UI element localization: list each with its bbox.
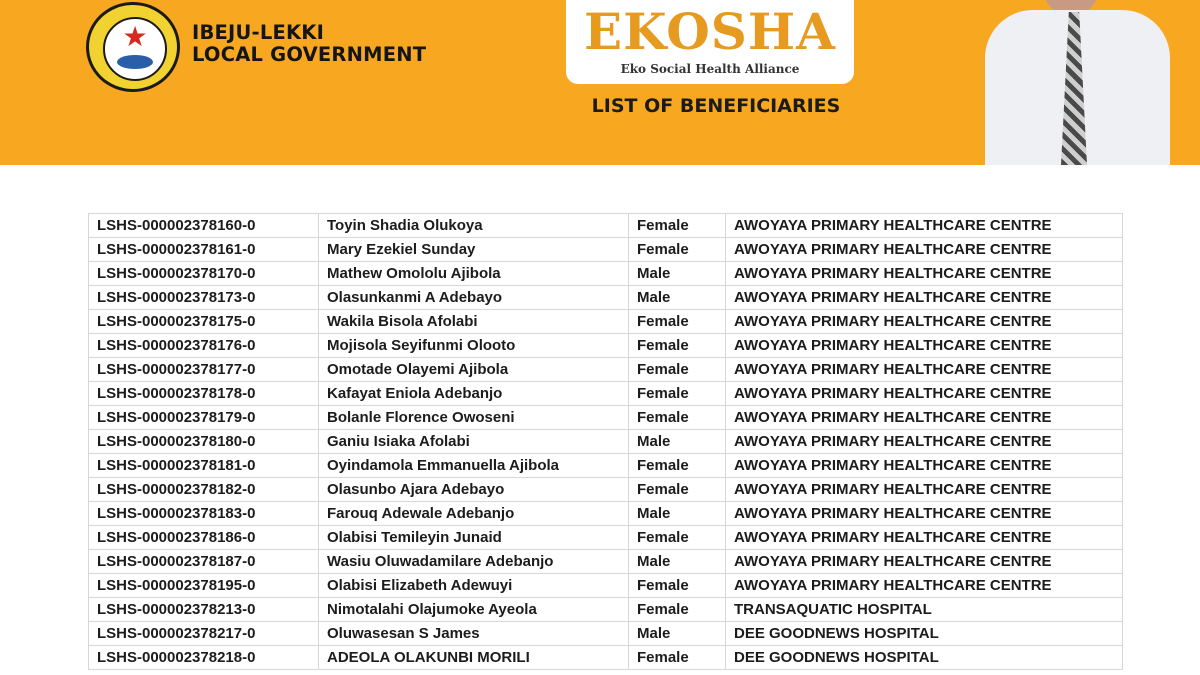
healthcare-facility-cell: AWOYAYA PRIMARY HEALTHCARE CENTRE bbox=[726, 286, 1123, 310]
table-row bbox=[89, 358, 1123, 382]
table-row bbox=[89, 262, 1123, 286]
beneficiary-id-cell: LSHS-000002378161-0 bbox=[89, 238, 319, 262]
beneficiary-name-cell: Wasiu Oluwadamilare Adebanjo bbox=[319, 550, 629, 574]
table-row bbox=[89, 478, 1123, 502]
healthcare-facility-cell: AWOYAYA PRIMARY HEALTHCARE CENTRE bbox=[726, 238, 1123, 262]
logo-wordmark: EKOSHA bbox=[584, 2, 836, 61]
healthcare-facility-cell: AWOYAYA PRIMARY HEALTHCARE CENTRE bbox=[726, 310, 1123, 334]
beneficiary-gender-cell: Female bbox=[629, 526, 726, 550]
beneficiary-gender-cell: Female bbox=[629, 574, 726, 598]
healthcare-facility-cell: AWOYAYA PRIMARY HEALTHCARE CENTRE bbox=[726, 550, 1123, 574]
beneficiaries-table-body bbox=[89, 214, 1123, 670]
beneficiary-gender-cell: Female bbox=[629, 478, 726, 502]
beneficiary-name-cell: Olasunkanmi A Adebayo bbox=[319, 286, 629, 310]
beneficiary-id-cell: LSHS-000002378178-0 bbox=[89, 382, 319, 406]
beneficiary-name-cell: Olabisi Temileyin Junaid bbox=[319, 526, 629, 550]
table-row bbox=[89, 334, 1123, 358]
beneficiary-gender-cell: Female bbox=[629, 358, 726, 382]
healthcare-facility-cell: AWOYAYA PRIMARY HEALTHCARE CENTRE bbox=[726, 406, 1123, 430]
beneficiary-gender-cell: Female bbox=[629, 334, 726, 358]
healthcare-facility-cell: DEE GOODNEWS HOSPITAL bbox=[726, 646, 1123, 670]
beneficiary-name-cell: Mathew Omololu Ajibola bbox=[319, 262, 629, 286]
healthcare-facility-cell: TRANSAQUATIC HOSPITAL bbox=[726, 598, 1123, 622]
beneficiary-id-cell: LSHS-000002378186-0 bbox=[89, 526, 319, 550]
beneficiary-name-cell: Mojisola Seyifunmi Olooto bbox=[319, 334, 629, 358]
beneficiary-gender-cell: Female bbox=[629, 454, 726, 478]
beneficiary-name-cell: Kafayat Eniola Adebanjo bbox=[319, 382, 629, 406]
beneficiary-gender-cell: Female bbox=[629, 382, 726, 406]
table-row bbox=[89, 286, 1123, 310]
healthcare-facility-cell: DEE GOODNEWS HOSPITAL bbox=[726, 622, 1123, 646]
beneficiary-gender-cell: Female bbox=[629, 238, 726, 262]
beneficiary-name-cell: Mary Ezekiel Sunday bbox=[319, 238, 629, 262]
beneficiary-id-cell: LSHS-000002378179-0 bbox=[89, 406, 319, 430]
table-row bbox=[89, 646, 1123, 670]
healthcare-facility-cell: AWOYAYA PRIMARY HEALTHCARE CENTRE bbox=[726, 454, 1123, 478]
table-row bbox=[89, 238, 1123, 262]
healthcare-facility-cell: AWOYAYA PRIMARY HEALTHCARE CENTRE bbox=[726, 262, 1123, 286]
beneficiary-name-cell: Farouq Adewale Adebanjo bbox=[319, 502, 629, 526]
local-government-name bbox=[192, 22, 426, 66]
table-row bbox=[89, 622, 1123, 646]
healthcare-facility-cell: AWOYAYA PRIMARY HEALTHCARE CENTRE bbox=[726, 574, 1123, 598]
table-row bbox=[89, 598, 1123, 622]
beneficiary-name-cell: Nimotalahi Olajumoke Ayeola bbox=[319, 598, 629, 622]
healthcare-facility-cell: AWOYAYA PRIMARY HEALTHCARE CENTRE bbox=[726, 430, 1123, 454]
beneficiary-id-cell: LSHS-000002378213-0 bbox=[89, 598, 319, 622]
beneficiary-name-cell: ADEOLA OLAKUNBI MORILI bbox=[319, 646, 629, 670]
healthcare-facility-cell: AWOYAYA PRIMARY HEALTHCARE CENTRE bbox=[726, 478, 1123, 502]
table-row bbox=[89, 430, 1123, 454]
beneficiary-name-cell: Bolanle Florence Owoseni bbox=[319, 406, 629, 430]
beneficiary-id-cell: LSHS-000002378175-0 bbox=[89, 310, 319, 334]
lg-name-line1: IBEJU-LEKKI bbox=[192, 21, 325, 44]
beneficiary-name-cell: Toyin Shadia Olukoya bbox=[319, 214, 629, 238]
beneficiary-id-cell: LSHS-000002378176-0 bbox=[89, 334, 319, 358]
table-row bbox=[89, 526, 1123, 550]
table-row bbox=[89, 310, 1123, 334]
healthcare-facility-cell: AWOYAYA PRIMARY HEALTHCARE CENTRE bbox=[726, 502, 1123, 526]
beneficiary-id-cell: LSHS-000002378182-0 bbox=[89, 478, 319, 502]
beneficiary-name-cell: Wakila Bisola Afolabi bbox=[319, 310, 629, 334]
beneficiary-id-cell: LSHS-000002378217-0 bbox=[89, 622, 319, 646]
beneficiary-name-cell: Oyindamola Emmanuella Ajibola bbox=[319, 454, 629, 478]
beneficiary-id-cell: LSHS-000002378177-0 bbox=[89, 358, 319, 382]
beneficiary-gender-cell: Female bbox=[629, 214, 726, 238]
ekosha-logo bbox=[566, 0, 854, 84]
beneficiary-gender-cell: Male bbox=[629, 262, 726, 286]
beneficiary-name-cell: Ganiu Isiaka Afolabi bbox=[319, 430, 629, 454]
page-title: LIST OF BENEFICIARIES bbox=[591, 95, 841, 117]
healthcare-facility-cell: AWOYAYA PRIMARY HEALTHCARE CENTRE bbox=[726, 382, 1123, 406]
beneficiary-name-cell: Oluwasesan S James bbox=[319, 622, 629, 646]
beneficiary-id-cell: LSHS-000002378180-0 bbox=[89, 430, 319, 454]
local-government-seal-icon bbox=[86, 2, 180, 92]
star-icon: ★ bbox=[122, 21, 148, 52]
beneficiary-gender-cell: Male bbox=[629, 286, 726, 310]
beneficiary-gender-cell: Female bbox=[629, 310, 726, 334]
lg-name-line2: LOCAL GOVERNMENT bbox=[192, 43, 427, 66]
beneficiary-name-cell: Olabisi Elizabeth Adewuyi bbox=[319, 574, 629, 598]
table-row bbox=[89, 214, 1123, 238]
official-photo bbox=[985, 0, 1170, 165]
healthcare-facility-cell: AWOYAYA PRIMARY HEALTHCARE CENTRE bbox=[726, 334, 1123, 358]
beneficiary-name-cell: Omotade Olayemi Ajibola bbox=[319, 358, 629, 382]
beneficiary-gender-cell: Female bbox=[629, 598, 726, 622]
healthcare-facility-cell: AWOYAYA PRIMARY HEALTHCARE CENTRE bbox=[726, 214, 1123, 238]
healthcare-facility-cell: AWOYAYA PRIMARY HEALTHCARE CENTRE bbox=[726, 526, 1123, 550]
table-row bbox=[89, 406, 1123, 430]
beneficiary-gender-cell: Female bbox=[629, 646, 726, 670]
seal-emblem bbox=[103, 17, 167, 81]
header-banner bbox=[0, 0, 1200, 165]
table-row bbox=[89, 502, 1123, 526]
beneficiary-id-cell: LSHS-000002378170-0 bbox=[89, 262, 319, 286]
table-row bbox=[89, 574, 1123, 598]
beneficiary-id-cell: LSHS-000002378187-0 bbox=[89, 550, 319, 574]
beneficiary-id-cell: LSHS-000002378181-0 bbox=[89, 454, 319, 478]
beneficiary-gender-cell: Male bbox=[629, 430, 726, 454]
table-row bbox=[89, 550, 1123, 574]
beneficiary-gender-cell: Male bbox=[629, 502, 726, 526]
table-row bbox=[89, 454, 1123, 478]
beneficiary-gender-cell: Female bbox=[629, 406, 726, 430]
beneficiary-id-cell: LSHS-000002378183-0 bbox=[89, 502, 319, 526]
beneficiary-id-cell: LSHS-000002378218-0 bbox=[89, 646, 319, 670]
beneficiary-name-cell: Olasunbo Ajara Adebayo bbox=[319, 478, 629, 502]
beneficiary-id-cell: LSHS-000002378160-0 bbox=[89, 214, 319, 238]
table-row bbox=[89, 382, 1123, 406]
healthcare-facility-cell: AWOYAYA PRIMARY HEALTHCARE CENTRE bbox=[726, 358, 1123, 382]
fish-icon bbox=[117, 55, 153, 69]
beneficiary-gender-cell: Male bbox=[629, 550, 726, 574]
beneficiary-id-cell: LSHS-000002378195-0 bbox=[89, 574, 319, 598]
beneficiary-gender-cell: Male bbox=[629, 622, 726, 646]
beneficiaries-table bbox=[88, 213, 1123, 670]
beneficiary-id-cell: LSHS-000002378173-0 bbox=[89, 286, 319, 310]
logo-tagline: Eko Social Health Alliance bbox=[620, 62, 800, 76]
